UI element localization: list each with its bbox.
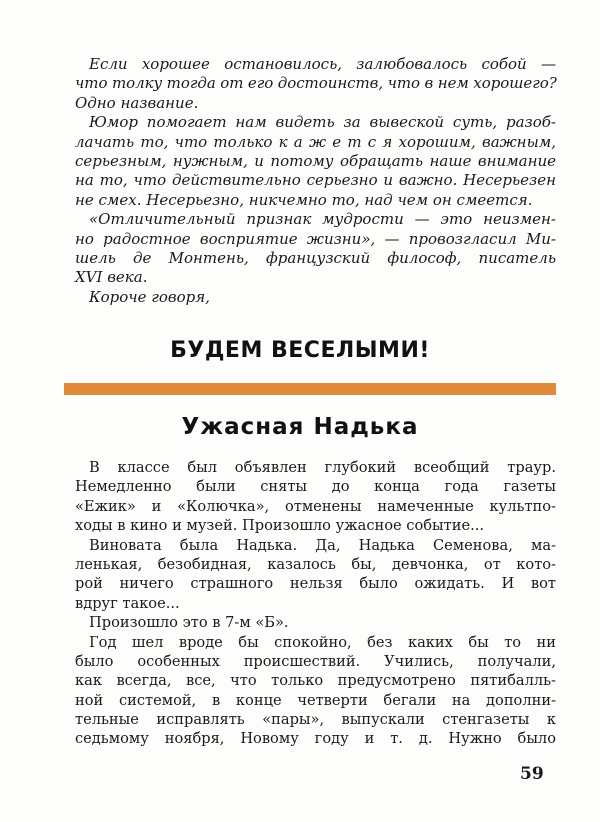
text-line: ходы в кино и музей. Произошло ужасное событие... xyxy=(75,517,484,535)
text-line: было особенных происшествий. Учились, получали, xyxy=(75,652,556,670)
text-line: шель де Монтень, французский философ, писатель xyxy=(75,248,556,267)
intro-text xyxy=(75,55,556,307)
text-line: тельные исправлять «пары», выпускали стенгазеты к xyxy=(75,711,556,729)
text-line: Виновата была Надька. Да, Надька Семенова, ма- xyxy=(89,536,556,554)
text-line: XVI века. xyxy=(75,268,148,287)
text-line: ной системой, в конце четверти бегали на дополни- xyxy=(75,691,556,709)
story-text xyxy=(75,458,556,749)
divider-bar xyxy=(64,383,556,395)
text-line: как всегда, все, что только предусмотрено пятибалль- xyxy=(75,672,556,690)
text-line: В классе был объявлен глубокий всеобщий траур. xyxy=(89,459,556,476)
text-line: вдруг такое... xyxy=(75,594,180,612)
text-line: Одно название. xyxy=(75,93,199,112)
text-line: Если хорошее остановилось, залюбовалось собой — xyxy=(89,55,556,73)
text-line: что толку тогда от его достоинств, что в нем хорошего? xyxy=(75,74,557,93)
page-number: 59 xyxy=(520,764,544,784)
text-line: «Отличительный признак мудрости — это неизмен- xyxy=(89,210,556,229)
text-line: ленькая, безобидная, казалось бы, девчонка, от кото- xyxy=(75,555,556,573)
text-line: рой ничего страшного нельзя было ожидать. И вот xyxy=(75,575,556,593)
text-line: лачать то, что только к а ж е т с я хорошим, важным, xyxy=(75,132,556,151)
section-heading: БУДЕМ ВЕСЕЛЫМИ! xyxy=(170,338,430,363)
text-line: Короче говоря, xyxy=(89,287,210,306)
story-title: Ужасная Надька xyxy=(181,414,419,440)
text-line: «Ежик» и «Колючка», отменены намеченные культпо- xyxy=(75,497,556,515)
text-line: Юмор помогает нам видеть за вывеской суть, разоб- xyxy=(89,113,556,132)
text-line: Немедленно были сняты до конца года газеты xyxy=(75,478,556,496)
text-line: на то, что действительно серьезно и важно. Несерьезен xyxy=(75,171,556,190)
text-line: Год шел вроде бы спокойно, без каких бы то ни xyxy=(89,633,556,651)
text-line: серьезным, нужным, и потому обращать наше внимание xyxy=(75,151,556,170)
text-line: не смех. Несерьезно, никчемно то, над чем он смеется. xyxy=(75,190,533,209)
text-line: Произошло это в 7-м «Б». xyxy=(89,614,289,632)
text-line: но радостное восприятие жизни», — провозгласил Ми- xyxy=(75,229,556,248)
text-line: седьмому ноября, Новому году и т. д. Нужно было xyxy=(75,730,556,748)
